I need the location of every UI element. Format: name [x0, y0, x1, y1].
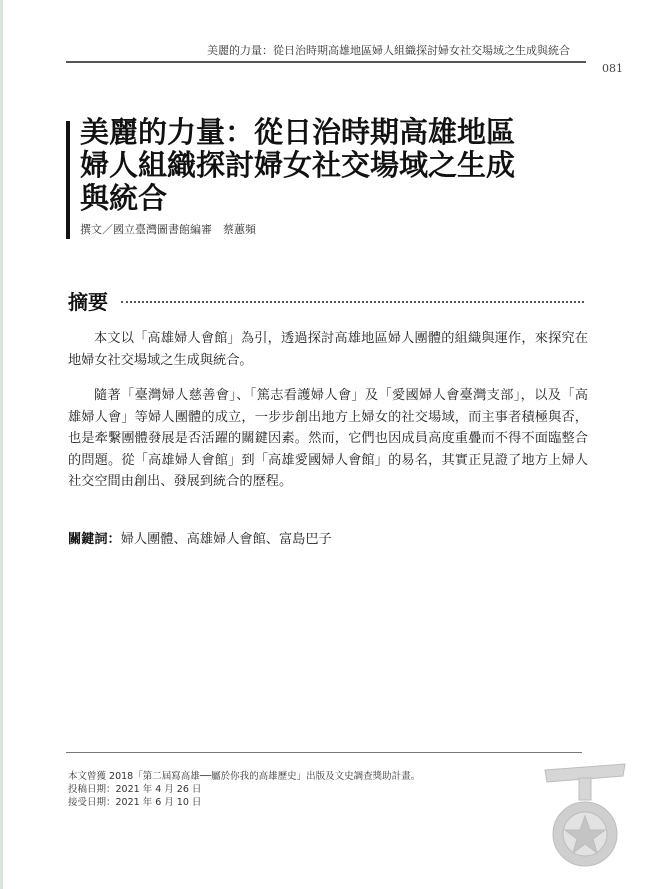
keywords — [68, 528, 332, 547]
author-line: 撰文／國立臺灣圖書館編審 蔡蕙頻 — [80, 223, 256, 236]
keywords-value: 婦人團體、高雄婦人會館、富島巴子 — [120, 532, 332, 547]
footnotes — [68, 770, 420, 809]
medal-watermark-icon — [535, 752, 635, 872]
title-line: 婦人組織探討婦女社交場域之生成 — [80, 148, 516, 182]
header-rule — [66, 61, 586, 63]
footnote-rule — [66, 752, 582, 753]
footnote-accepted-date: 接受日期：2021 年 6 月 10 日 — [68, 797, 202, 808]
abstract-heading: 摘要 — [68, 290, 108, 314]
title-line: 美麗的力量：從日治時期高雄地區 — [80, 115, 516, 149]
page-number: 081 — [602, 62, 623, 75]
running-header-title: 美麗的力量：從日治時期高雄地區婦人組織探討婦女社交場域之生成與統合 — [207, 44, 570, 57]
article-title — [80, 116, 610, 215]
title-accent-bar — [66, 121, 70, 239]
footnote-grant: 本文曾獲 2018「第二屆寫高雄──屬於你我的高雄歷史」出版及文史調查獎助計畫。 — [68, 771, 421, 782]
page-edge-strip — [0, 0, 3, 889]
footnote-submitted-date: 投稿日期：2021 年 4 月 26 日 — [68, 784, 202, 795]
title-line: 與統合 — [80, 181, 168, 215]
keywords-label: 關鍵詞： — [68, 532, 121, 547]
heading-dotted-rule — [121, 301, 584, 303]
abstract-paragraph: 本文以「高雄婦人會館」為引，透過探討高雄地區婦人團體的組織與運作，來探究在地婦女社交場域之生成與統合。 — [68, 331, 588, 368]
abstract-paragraph: 隨著「臺灣婦人慈善會」、「篤志看護婦人會」及「愛國婦人會臺灣支部」，以及「高雄婦人會」等婦人團體的成立，一步步創出地方上婦女的社交場域，而主事者積極與否，也是牽繫團體發展是否活躍的關鍵因素。然而，它們也因成員高度重疊而不得不面臨整合的問題。從「高雄婦人會館」到「高雄愛國婦人會館」的易名，其實正見證了地方上婦人社交空間由創出、發展到統合的歷程。 — [68, 388, 588, 489]
